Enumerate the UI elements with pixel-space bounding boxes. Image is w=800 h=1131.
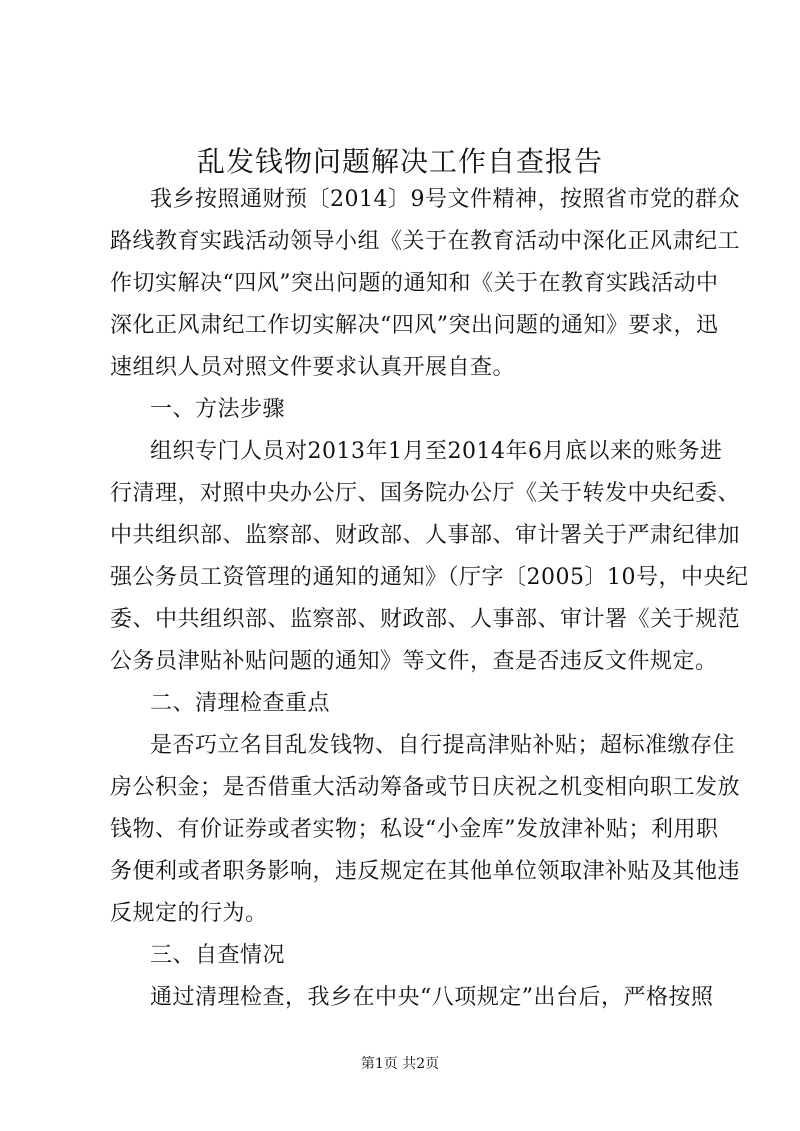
section-heading: 一、方法步骤: [150, 397, 286, 422]
paragraph-line: 行清理，对照中央办公厅、国务院办公厅《关于转发中央纪委、: [110, 481, 741, 506]
paragraph-line: 委、中共组织部、监察部、财政部、人事部、审计署《关于规范: [110, 607, 741, 632]
paragraph-line: 强公务员工资管理的通知的通知》（厅字〔2005〕10号，中央纪: [110, 565, 749, 590]
paragraph-line: 房公积金；是否借重大活动筹备或节日庆祝之机变相向职工发放: [110, 775, 741, 800]
paragraph-line: 作切实解决“四风”突出问题的通知和《关于在教育实践活动中: [110, 271, 719, 296]
paragraph-line: 是否巧立名目乱发钱物、自行提高津贴补贴；超标准缴存住: [150, 733, 736, 758]
section-heading: 三、自查情况: [150, 943, 286, 968]
document-title: 乱发钱物问题解决工作自查报告: [196, 145, 603, 178]
paragraph-line: 深化正风肃纪工作切实解决“四风”突出问题的通知》要求，迅: [110, 313, 719, 338]
paragraph-line: 中共组织部、监察部、财政部、人事部、审计署关于严肃纪律加: [110, 523, 741, 548]
paragraph-line: 我乡按照通财预〔2014〕9号文件精神，按照省市党的群众: [150, 187, 740, 212]
page-number: 第1页 共2页: [360, 1056, 440, 1072]
paragraph-line: 公务员津贴补贴问题的通知》等文件，查是否违反文件规定。: [110, 649, 718, 674]
paragraph-line: 钱物、有价证券或者实物；私设“小金库”发放津补贴；利用职: [110, 817, 719, 842]
section-heading: 二、清理检查重点: [150, 691, 331, 716]
paragraph-line: 务便利或者职务影响，违反规定在其他单位领取津补贴及其他违: [110, 859, 741, 884]
paragraph-line: 组织专门人员对2013年1月至2014年6月底以来的账务进: [150, 439, 723, 464]
paragraph-line: 通过清理检查，我乡在中央“八项规定”出台后，严格按照: [150, 985, 714, 1010]
paragraph-line: 反规定的行为。: [110, 901, 268, 926]
paragraph-line: 路线教育实践活动领导小组《关于在教育活动中深化正风肃纪工: [110, 229, 741, 254]
paragraph-line: 速组织人员对照文件要求认真开展自查。: [110, 355, 516, 380]
